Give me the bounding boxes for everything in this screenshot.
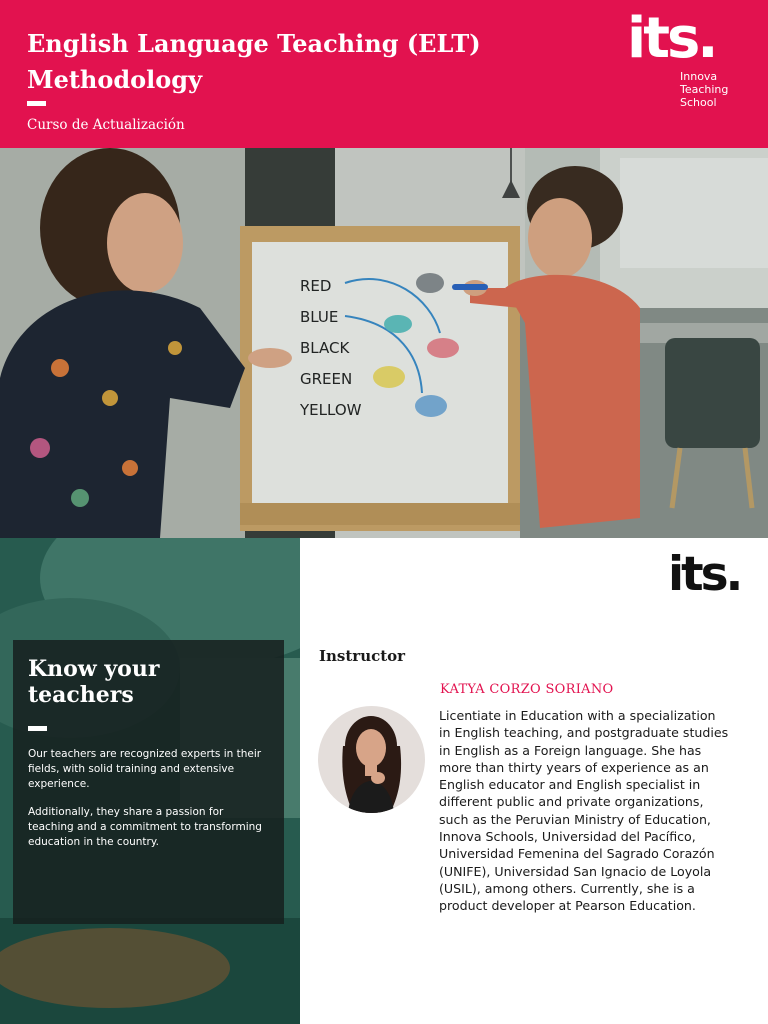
whiteboard-word: RED [300,277,332,295]
whiteboard-word: BLUE [300,308,339,326]
card-paragraph: Our teachers are recognized experts in their fields, with solid training and extensive experience. [28,748,262,790]
card-divider [28,726,47,731]
instructor-name: KATYA CORZO SORIANO [440,682,614,697]
header-banner [0,0,768,148]
tagline-line: Teaching [680,83,729,96]
hero-photo [0,148,768,538]
its-logo-dark: its. [668,547,741,602]
tagline-line: Innova [680,70,718,83]
whiteboard-word: GREEN [300,370,353,388]
its-logo-tagline [680,70,750,109]
tagline-line: School [680,96,717,109]
instructor-bio: Licentiate in Education with a specialization in English teaching, and postgraduate studies in English as a Foreign language. She has more than thirty years of experience as an English educator and English specialist in different public and private organizations, such as the Peruvian Ministry of Education, Innova Schools, Universidad del Pacífico, Universidad Femenina del Sagrado Corazón (UNIFE), Universidad San Ignacio de Loyola (USIL), among others. Currently, she is a product developer at Pearson Education. [439,708,729,914]
its-logo-wordmark: its. [627,6,716,71]
its-logo [627,8,747,128]
course-subtitle: Curso de Actualización [27,117,185,133]
card-title: Know your teachers [28,656,160,708]
title-divider [27,101,46,106]
instructor-avatar [318,706,425,813]
course-title: English Language Teaching (ELT) Methodology [27,29,481,94]
know-your-teachers-card [13,640,284,924]
whiteboard-word: YELLOW [300,401,362,419]
instructor-heading: Instructor [319,647,406,665]
whiteboard-word: BLACK [300,339,350,357]
card-paragraph: Additionally, they share a passion for teaching and a commitment to transforming education in the country. [28,806,262,848]
